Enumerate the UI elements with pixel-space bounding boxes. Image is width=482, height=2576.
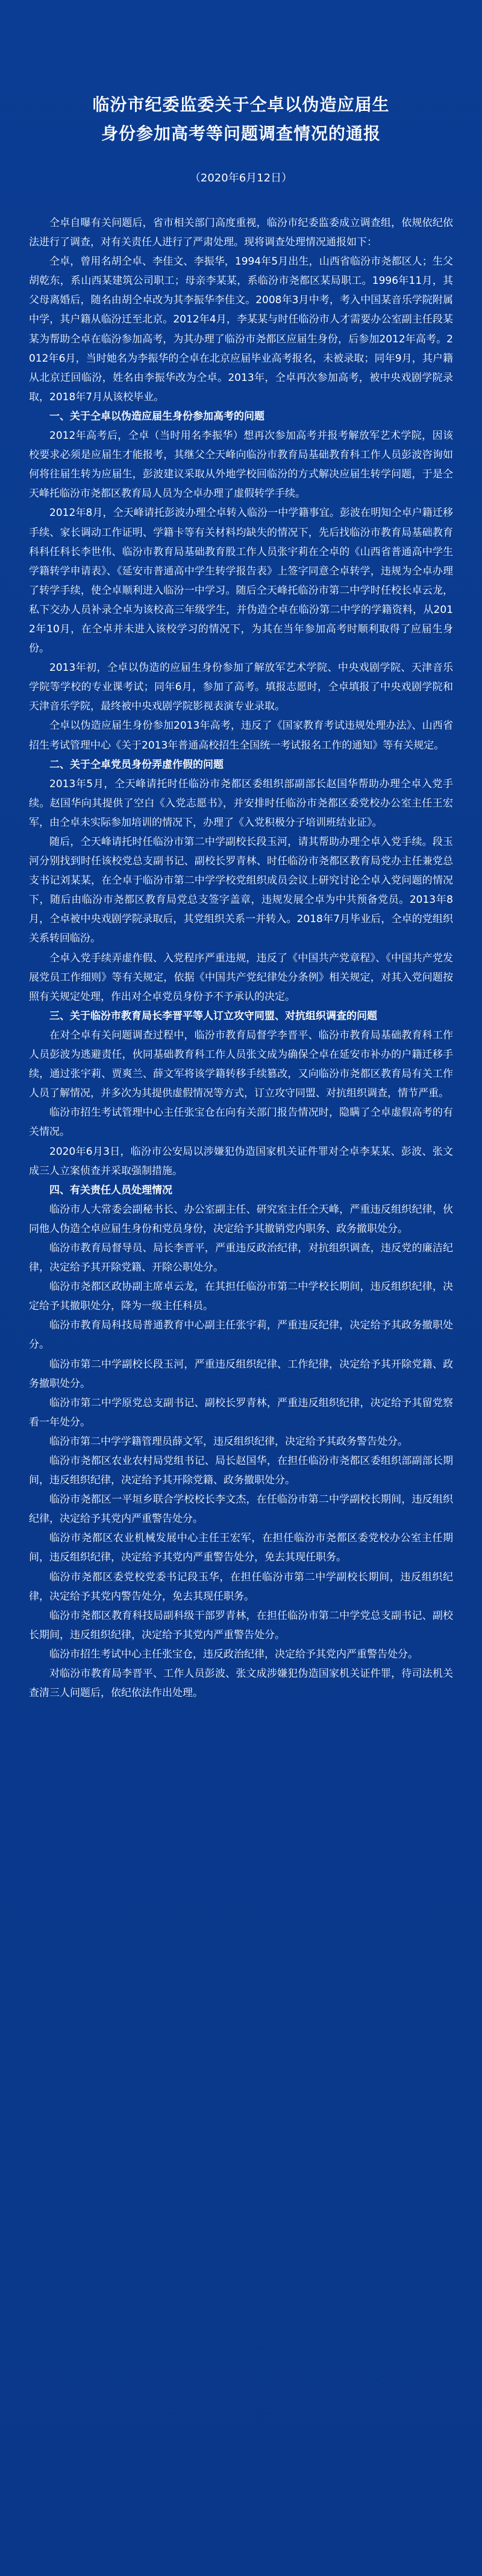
- body-paragraph: 临汾市尧都区政协副主席卓云龙，在其担任临汾市第二中学校长期间，违反组织纪律，决定给予其撤职处分，降为一级主任科员。: [29, 1281, 453, 1313]
- notice-date: （2020年6月12日）: [189, 172, 293, 184]
- section-heading: 三、关于临汾市教育局长李晋平等人订立攻守同盟、对抗组织调查的问题: [49, 1010, 377, 1022]
- body-paragraph: 2013年5月，仝天峰请托时任临汾市尧都区委组织部副部长赵国华帮助办理仝卓入党手续。赵国华向其提供了空白《入党志愿书》，并安排时任临汾市尧都区委党校办公室主任王宏军，由仝卓未实际参加培训的情况下，办理了《入党积极分子培训班结业证》。: [29, 778, 453, 829]
- body-paragraph: 仝卓自曝有关问题后，省市相关部门高度重视，临汾市纪委监委成立调查组，依规依纪依法进行了调查，对有关责任人进行了严肃处理。现将调查处理情况通报如下：: [29, 217, 453, 249]
- body-paragraph: 2012年高考后，仝卓（当时用名李振华）想再次参加高考并报考解放军艺术学院，因该校要求必须是应届生才能报考，其继父仝天峰向临汾市教育局基础教育科工作人员彭波咨询如何将往届生转为应届生，彭波建议采取从外地学校回临汾的方式解决应届生转学问题，于是仝天峰托临汾市尧都区教育局人员为仝卓办理了虚假转学手续。: [29, 430, 453, 500]
- body-paragraph: 临汾市教育局科技局普通教育中心副主任张宇莉，严重违反纪律，决定给予其政务撤职处分。: [29, 1319, 453, 1351]
- body-paragraph: 在对仝卓有关问题调查过程中，临汾市教育局督学李晋平、临汾市教育局基础教育科工作人员彭波为逃避责任，伙同基础教育科工作人员张文成为确保仝卓在延安市补办的户籍迁移手续，通过张宇莉、贾爽兰、薛文军将该学籍转移手续篡改，又向临汾市尧都区教育局有关工作人员了解情况，并多次为其提供虚假情况等方式，订立攻守同盟、对抗组织调查，情节严重。: [29, 1029, 453, 1100]
- body-paragraph: 仝卓以伪造应届生身份参加2013年高考，违反了《国家教育考试违规处理办法》、山西省招生考试管理中心《关于2013年普通高校招生全国统一考试报名工作的通知》等有关规定。: [29, 720, 453, 752]
- body-paragraph: 仝卓入党手续弄虚作假、入党程序严重违规，违反了《中国共产党章程》、《中国共产党发展党员工作细则》等有关规定，依据《中国共产党纪律处分条例》相关规定，对其入党问题按照有关规定处理，作出对仝卓党员身份予不予承认的决定。: [29, 952, 453, 1003]
- body-paragraph: 临汾市第二中学原党总支副书记、副校长罗青林，严重违反组织纪律，决定给予其留党察看一年处分。: [29, 1396, 453, 1428]
- section-heading: 二、关于仝卓党员身份弄虚作假的问题: [49, 758, 224, 771]
- body-paragraph: 临汾市招生考试管理中心主任张宝仓在向有关部门报告情况时，隐瞒了仝卓虚假高考的有关情况。: [29, 1107, 453, 1139]
- body-paragraph: 2013年初，仝卓以伪造的应届生身份参加了解放军艺术学院、中央戏剧学院、天津音乐学院等学校的专业课考试；同年6月，参加了高考。填报志愿时，仝卓填报了中央戏剧学院和天津音乐学院，最终被中央戏剧学院影视表演专业录取。: [29, 662, 453, 713]
- body-paragraph: 对临汾市教育局李晋平、工作人员彭波、张文成涉嫌犯伪造国家机关证件罪，待司法机关查清三人问题后，依纪依法作出处理。: [29, 1668, 453, 1700]
- body-paragraph: 临汾市尧都区农业机械发展中心主任王宏军，在担任临汾市尧都区委党校办公室主任期间，违反组织纪律，决定给予其党内严重警告处分，免去其现任职务。: [29, 1532, 453, 1564]
- body-paragraph: 临汾市尧都区委党校党委书记段玉华，在担任临汾市第二中学副校长期间，违反组织纪律，决定给予其党内警告处分，免去其现任职务。: [29, 1571, 453, 1603]
- body-paragraph: 2020年6月3日，临汾市公安局以涉嫌犯伪造国家机关证件罪对仝卓李某某、彭波、张文成三人立案侦查并采取强制措施。: [29, 1145, 453, 1177]
- title-line: 身份参加高考等问题调查情况的通报: [101, 124, 381, 143]
- notice-body: [29, 213, 453, 1703]
- body-paragraph: 临汾市教育局督导员、局长李晋平，严重违反政治纪律，对抗组织调查，违反党的廉洁纪律，决定给予其开除党籍、开除公职处分。: [29, 1242, 453, 1274]
- body-paragraph: 临汾市尧都区农业农村局党组书记、局长赵国华，在担任临汾市尧都区委组织部副部长期间，违反组织纪律，决定给予其开除党籍、政务撤职处分。: [29, 1455, 453, 1487]
- body-paragraph: 临汾市尧都区教育科技局副科级干部罗青林，在担任临汾市第二中学党总支副书记、副校长期间，违反组织纪律，决定给予其党内严重警告处分。: [29, 1609, 453, 1641]
- title-line: 临汾市纪委监委关于仝卓以伪造应届生: [92, 95, 390, 115]
- body-paragraph: 临汾市人大常委会副秘书长、办公室副主任、研究室主任仝天峰，严重违反组织纪律，伙同他人伪造仝卓应届生身份和党员身份，决定给予其撤销党内职务、政务撤职处分。: [29, 1203, 453, 1235]
- body-paragraph: 临汾市尧都区一平垣乡联合学校校长李文杰，在任临汾市第二中学副校长期间，违反组织纪律，决定给予其党内严重警告处分。: [29, 1494, 453, 1525]
- body-paragraph: 2012年8月，仝天峰请托彭波办理仝卓转入临汾一中学籍事宜。彭波在明知仝卓户籍迁移手续、家长调动工作证明、学籍卡等有关材料均缺失的情况下，先后找临汾市教育局基础教育科科任科长李世伟、临汾市教育局基础教育股工作人员张宇莉在仝卓的《山西省普通高中学生学籍转学申请表》、《延安市普通高中学生转学报告表》上签字同意仝卓转学，违规为仝卓办理了转学手续，使仝卓顺利进入临汾一中学习。随后仝天峰托临汾市第二中学时任校长卓云龙，私下交办人员补录仝卓为该校高三年级学生，并伪造仝卓在临汾第二中学的学籍资料，从2012年10月，在仝卓并未进入该校学习的情况下，为其在当年参加高考时顺利取得了应届生身份。: [29, 507, 453, 655]
- body-paragraph: 随后，仝天峰请托时任临汾市第二中学副校长段玉河，请其帮助办理仝卓入党手续。段玉河分别找到时任该校党总支副书记、副校长罗青林、时任临汾市尧都区教育局党办主任兼党总支书记刘某某，在仝卓于临汾市第二中学学校党组织成员会议上研究讨论仝卓入党问题的情况下，随后由临汾市尧都区教育局党总支签字盖章，违规发展仝卓为中共预备党员。2013年8月，仝卓被中央戏剧学院录取后，其党组织关系一并转入。2018年7月毕业后，仝卓的党组织关系转回临汾。: [29, 836, 453, 945]
- section-heading: 一、关于仝卓以伪造应届生身份参加高考的问题: [49, 410, 264, 423]
- body-paragraph: 临汾市招生考试中心主任张宝仓，违反政治纪律，决定给予其党内严重警告处分。: [49, 1648, 418, 1660]
- body-paragraph: 临汾市第二中学学籍管理员薛文军，违反组织纪律，决定给予其政务警告处分。: [49, 1435, 408, 1448]
- section-heading: 四、有关责任人员处理情况: [49, 1184, 172, 1196]
- notice-title: [29, 90, 453, 148]
- body-paragraph: 仝卓，曾用名胡仝卓、李佳文、李振华，1994年5月出生，山西省临汾市尧都区人；生父胡乾东，系山西某建筑公司职工；母亲李某某，系临汾市尧都区某局职工。1996年11月，其父母离婚后，随名由胡仝卓改为其李振华李佳文。2008年3月中考，考入中国某音乐学院附属中学，其户籍从临汾迁至北京。2012年4月，李某某与时任临汾市人才需要办公室副主任段某某为帮助仝卓在临汾参加高考，为其办理了临汾市尧都区应届生身份，后参加2012年高考。2012年6月，当时她名为李振华的仝卓在北京应届毕业高考报名，未被录取；同年9月，其户籍从北京迁回临汾，姓名由李振华改为仝卓。2013年，仝卓再次参加高考，被中央戏剧学院录取，2018年7月从该校毕业。: [29, 256, 453, 403]
- body-paragraph: 临汾市第二中学副校长段玉河，严重违反组织纪律、工作纪律，决定给予其开除党籍、政务撤职处分。: [29, 1358, 453, 1390]
